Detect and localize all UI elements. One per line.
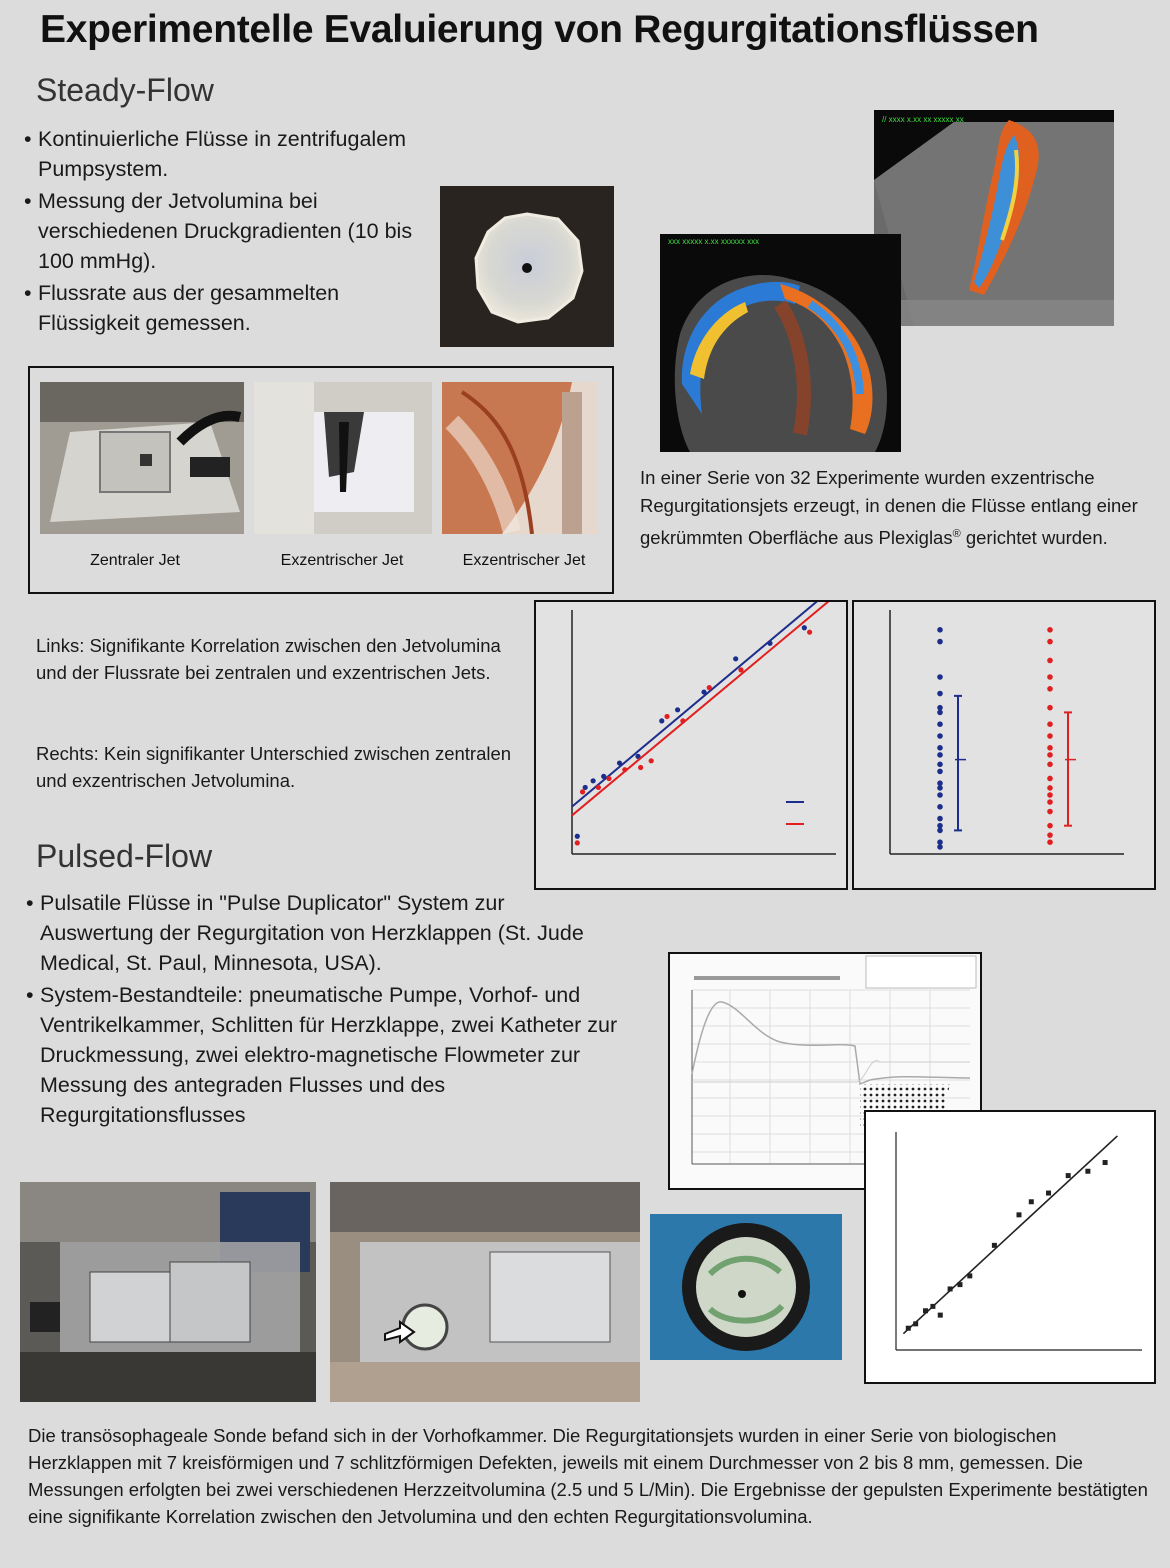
pulsed-conclusion: Die transösophageale Sonde befand sich in der Vorhofkammer. Die Regurgitationsjets wurden in einer Serie von biologischen Herzklappen mit 7 kreisförmigen und 7 schlitzförmigen Defekten, jeweils mit einem Durchmesser von 2 bis 8 mm, gemessen. Die Messungen erfolgten bei zwei verschiedenen Herzzeitvolumina (2.5 und 5 L/Min). Die Ergebnisse der gepulsten Experimente bestätigten eine signifikante Korrelation zwischen den Jetvolumina und den echten Regurgitationsvolumina.	[28, 1425, 1148, 1527]
data-point	[937, 627, 943, 633]
data-point	[1047, 832, 1053, 838]
data-point	[937, 691, 943, 697]
pulsed-regression-chart	[864, 1110, 1156, 1384]
regression-chart-frame	[534, 600, 848, 890]
echo-text: In einer Serie von 32 Experimente wurden exzentrische Regurgitationsjets erzeugt, in denen die Flüsse entlang einer gekrümmten Oberfläche aus Plexiglas	[640, 467, 1138, 549]
data-point	[937, 816, 943, 822]
pulsed-bullet: • Pulsatile Flüsse in "Pulse Duplicator" System zur Auswertung der Regurgitation von Herzklappen (St. Jude Medical, St. Paul, Minnesota, USA).	[12, 888, 622, 978]
data-point	[937, 792, 943, 798]
data-point	[1047, 776, 1053, 782]
pulsed-bullet: • System-Bestandteile: pneumatische Pumpe, Vorhof- und Ventrikelkammer, Schlitten für Herzklappe, zwei Katheter zur Druckmessung, zwei elektro-magnetische Flowmeter zur Messung des antegraden Flusses und des Regurgitationsflusses	[12, 980, 622, 1130]
data-point	[1047, 686, 1053, 692]
right-chart-description: Rechts: Kein signifikanter Unterschied zwischen zentralen und exzentrischen Jetvolumina.	[36, 743, 512, 791]
echo-text-tail: gerichtet wurden.	[960, 527, 1108, 549]
data-point	[1047, 823, 1053, 829]
svg-text:xxx xxxxx x.xx xxxxxx xxx: xxx xxxxx x.xx xxxxxx xxx	[668, 237, 760, 246]
eccentric-jet-photo-1	[254, 382, 432, 534]
regression-line	[903, 1136, 1117, 1334]
pulse-duplicator-photo-2	[330, 1182, 640, 1402]
regression-chart	[536, 602, 846, 888]
data-point	[937, 828, 943, 834]
echo-image-jet	[874, 110, 1114, 326]
data-point	[937, 785, 943, 791]
data-point	[1047, 627, 1053, 633]
data-point	[1047, 839, 1053, 845]
data-point	[937, 710, 943, 716]
data-point	[1103, 1160, 1108, 1165]
data-point	[1046, 1191, 1051, 1196]
page-title: Experimentelle Evaluierung von Regurgitationsflüssen	[40, 8, 1039, 51]
data-point	[596, 785, 601, 790]
data-point	[707, 685, 712, 690]
data-point	[937, 745, 943, 751]
data-point	[1085, 1169, 1090, 1174]
data-point	[802, 625, 807, 630]
data-point	[664, 714, 669, 719]
data-point	[807, 630, 812, 635]
data-point	[649, 758, 654, 763]
data-point	[575, 840, 580, 845]
data-point	[937, 733, 943, 739]
data-point	[733, 656, 738, 661]
eccentric-jet-photo-2	[442, 382, 598, 534]
data-point	[1047, 705, 1053, 711]
data-point	[1047, 674, 1053, 680]
data-point	[1047, 721, 1053, 727]
data-point	[1047, 792, 1053, 798]
pulse-duplicator-photo-1	[20, 1182, 316, 1402]
echo-image-eccentric	[660, 234, 901, 452]
data-point	[937, 721, 943, 727]
data-point	[937, 804, 943, 810]
caption-eccentric-jet-2: Exzentrischer Jet	[462, 552, 586, 569]
data-point	[1047, 762, 1053, 768]
data-point	[675, 707, 680, 712]
pulsed-bullets	[12, 888, 622, 1132]
data-point	[1047, 752, 1053, 758]
data-point	[1047, 745, 1053, 751]
data-point	[1066, 1173, 1071, 1178]
data-point	[1047, 809, 1053, 815]
data-point	[1047, 658, 1053, 664]
data-point	[937, 769, 943, 775]
pulsed-heading: Pulsed-Flow	[36, 838, 213, 874]
steady-bullet: • Kontinuierliche Flüsse in zentrifugalem Pumpsystem.	[10, 124, 420, 184]
caption-central-jet: Zentraler Jet	[90, 552, 180, 569]
data-point	[575, 834, 580, 839]
central-jet-photo	[40, 382, 244, 534]
data-point	[1047, 733, 1053, 739]
registered-mark: ®	[952, 528, 961, 540]
data-point	[937, 674, 943, 680]
data-point	[1017, 1212, 1022, 1217]
steady-heading: Steady-Flow	[36, 72, 214, 108]
data-point	[580, 789, 585, 794]
data-point	[1047, 639, 1053, 645]
data-point	[937, 844, 943, 850]
heart-valve-photo	[650, 1214, 842, 1360]
steady-bullet: • Flussrate aus der gesammelten Flüssigkeit gemessen.	[10, 278, 420, 338]
dotplot-chart	[854, 602, 1154, 888]
dotplot-chart-frame	[852, 600, 1156, 890]
data-point	[937, 639, 943, 645]
data-point	[937, 762, 943, 768]
data-point	[937, 752, 943, 758]
echo-description	[640, 464, 1165, 552]
left-chart-description: Links: Signifikante Korrelation zwischen den Jetvolumina und der Flussrate bei zentralen und exzentrischen Jets.	[36, 635, 501, 683]
svg-text:// xxxx x.xx xx xxxxx xx: // xxxx x.xx xx xxxxx xx	[882, 115, 964, 124]
steady-bullets	[10, 124, 420, 340]
caption-eccentric-jet-1: Exzentrischer Jet	[280, 552, 404, 569]
data-point	[606, 776, 611, 781]
steady-bullet: • Messung der Jetvolumina bei verschiedenen Druckgradienten (10 bis 100 mmHg).	[10, 186, 420, 276]
data-point	[1047, 785, 1053, 791]
data-point	[938, 1313, 943, 1318]
data-point	[583, 785, 588, 790]
data-point	[659, 718, 664, 723]
data-point	[1047, 799, 1053, 805]
orifice-disk-photo	[440, 186, 614, 347]
data-point	[591, 778, 596, 783]
data-point	[1029, 1199, 1034, 1204]
data-point	[638, 765, 643, 770]
regression-line	[572, 602, 831, 815]
